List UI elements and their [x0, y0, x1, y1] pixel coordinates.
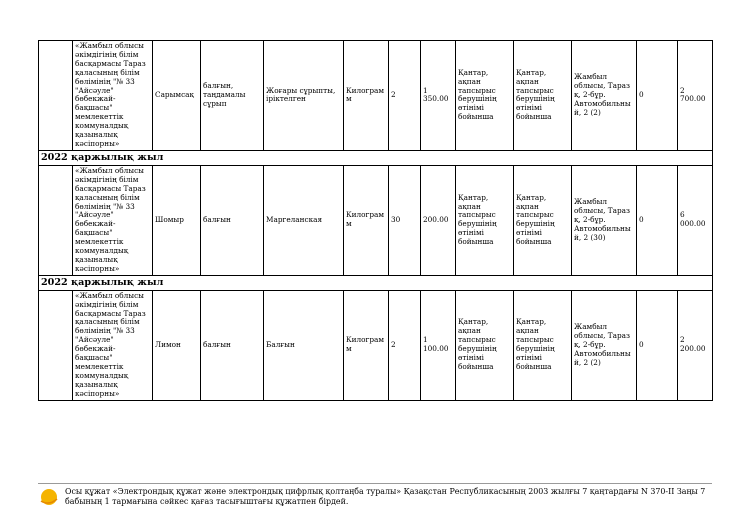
item-name-cell: Сарымсақ — [153, 41, 201, 151]
delivery-term-cell-2: Қантар, ақпан тапсырыс берушінің өтінімі бойынша — [514, 41, 572, 151]
total-cell: 2 200.00 — [678, 290, 713, 400]
delivery-place-cell: Жамбыл облысы, Тараз қ, 2-бұр. Автомобильный, 2 (2) — [572, 290, 637, 400]
item-extra-spec-cell: Балғын — [264, 290, 344, 400]
row-index-cell — [39, 165, 73, 275]
item-extra-spec-cell: Маргеланская — [264, 165, 344, 275]
quantity-cell: 2 — [389, 290, 421, 400]
table-row — [39, 165, 713, 275]
delivery-term-cell: Қантар, ақпан тапсырыс берушінің өтінімі бойынша — [456, 290, 514, 400]
quantity-cell: 2 — [389, 41, 421, 151]
price-cell: 1 100.00 — [421, 290, 456, 400]
footer-divider — [38, 483, 712, 484]
price-cell: 1 350.00 — [421, 41, 456, 151]
delivery-place-cell: Жамбыл облысы, Тараз қ, 2-бұр. Автомобильный, 2 (2) — [572, 41, 637, 151]
unit-cell: Килограмм — [344, 290, 389, 400]
total-cell: 6 000.00 — [678, 165, 713, 275]
customer-cell: «Жамбыл облысы әкімдігінің білім басқармасы Тараз қаласының білім бөлімінің "№ 33 "Айсәуле" бөбекжай-бақшасы" мемлекеттік коммуналдық қазыналық кәсіпорны» — [73, 290, 153, 400]
delivery-term-cell-2: Қантар, ақпан тапсырыс берушінің өтінімі бойынша — [514, 290, 572, 400]
item-extra-spec-cell: Жоғары сұрыпты, іріктелген — [264, 41, 344, 151]
advance-cell: 0 — [637, 165, 678, 275]
unit-cell: Килограмм — [344, 41, 389, 151]
year-row — [39, 150, 713, 165]
delivery-term-cell: Қантар, ақпан тапсырыс берушінің өтінімі бойынша — [456, 41, 514, 151]
advance-cell: 0 — [637, 290, 678, 400]
delivery-term-cell-2: Қантар, ақпан тапсырыс берушінің өтінімі бойынша — [514, 165, 572, 275]
quantity-cell: 30 — [389, 165, 421, 275]
delivery-place-cell: Жамбыл облысы, Тараз қ, 2-бұр. Автомобильный, 2 (30) — [572, 165, 637, 275]
advance-cell: 0 — [637, 41, 678, 151]
item-name-cell: Лимон — [153, 290, 201, 400]
delivery-term-cell: Қантар, ақпан тапсырыс берушінің өтінімі бойынша — [456, 165, 514, 275]
unit-cell: Килограмм — [344, 165, 389, 275]
item-spec-cell: балғын, таңдамалы сұрып — [201, 41, 264, 151]
price-cell: 200.00 — [421, 165, 456, 275]
table-row — [39, 41, 713, 151]
row-index-cell — [39, 41, 73, 151]
customer-cell: «Жамбыл облысы әкімдігінің білім басқармасы Тараз қаласының білім бөлімінің "№ 33 "Айсәуле" бөбекжай-бақшасы" мемлекеттік коммуналдық қазыналық кәсіпорны» — [73, 41, 153, 151]
procurement-table — [38, 40, 713, 401]
year-row — [39, 275, 713, 290]
item-spec-cell: балғын — [201, 165, 264, 275]
table-row — [39, 290, 713, 400]
item-spec-cell: балғын — [201, 290, 264, 400]
total-cell: 2 700.00 — [678, 41, 713, 151]
year-label: 2022 қаржылық жыл — [39, 275, 713, 290]
customer-cell: «Жамбыл облысы әкімдігінің білім басқармасы Тараз қаласының білім бөлімінің "№ 33 "Айсәуле" бөбекжай-бақшасы" мемлекеттік коммуналдық қазыналық кәсіпорны» — [73, 165, 153, 275]
egov-logo-icon — [38, 487, 60, 507]
item-name-cell: Шомыр — [153, 165, 201, 275]
row-index-cell — [39, 290, 73, 400]
year-label: 2022 қаржылық жыл — [39, 150, 713, 165]
footer-legal-note: Осы құжат «Электрондық құжат және электрондық цифрлық қолтаңба туралы» Қазақстан Республикасының 2003 жылғы 7 қаңтардағы N 370-II Заңы 7 бабының 1 тармағына сәйкес қағаз тасығыштағы құжатпен бірдей. — [65, 487, 706, 506]
